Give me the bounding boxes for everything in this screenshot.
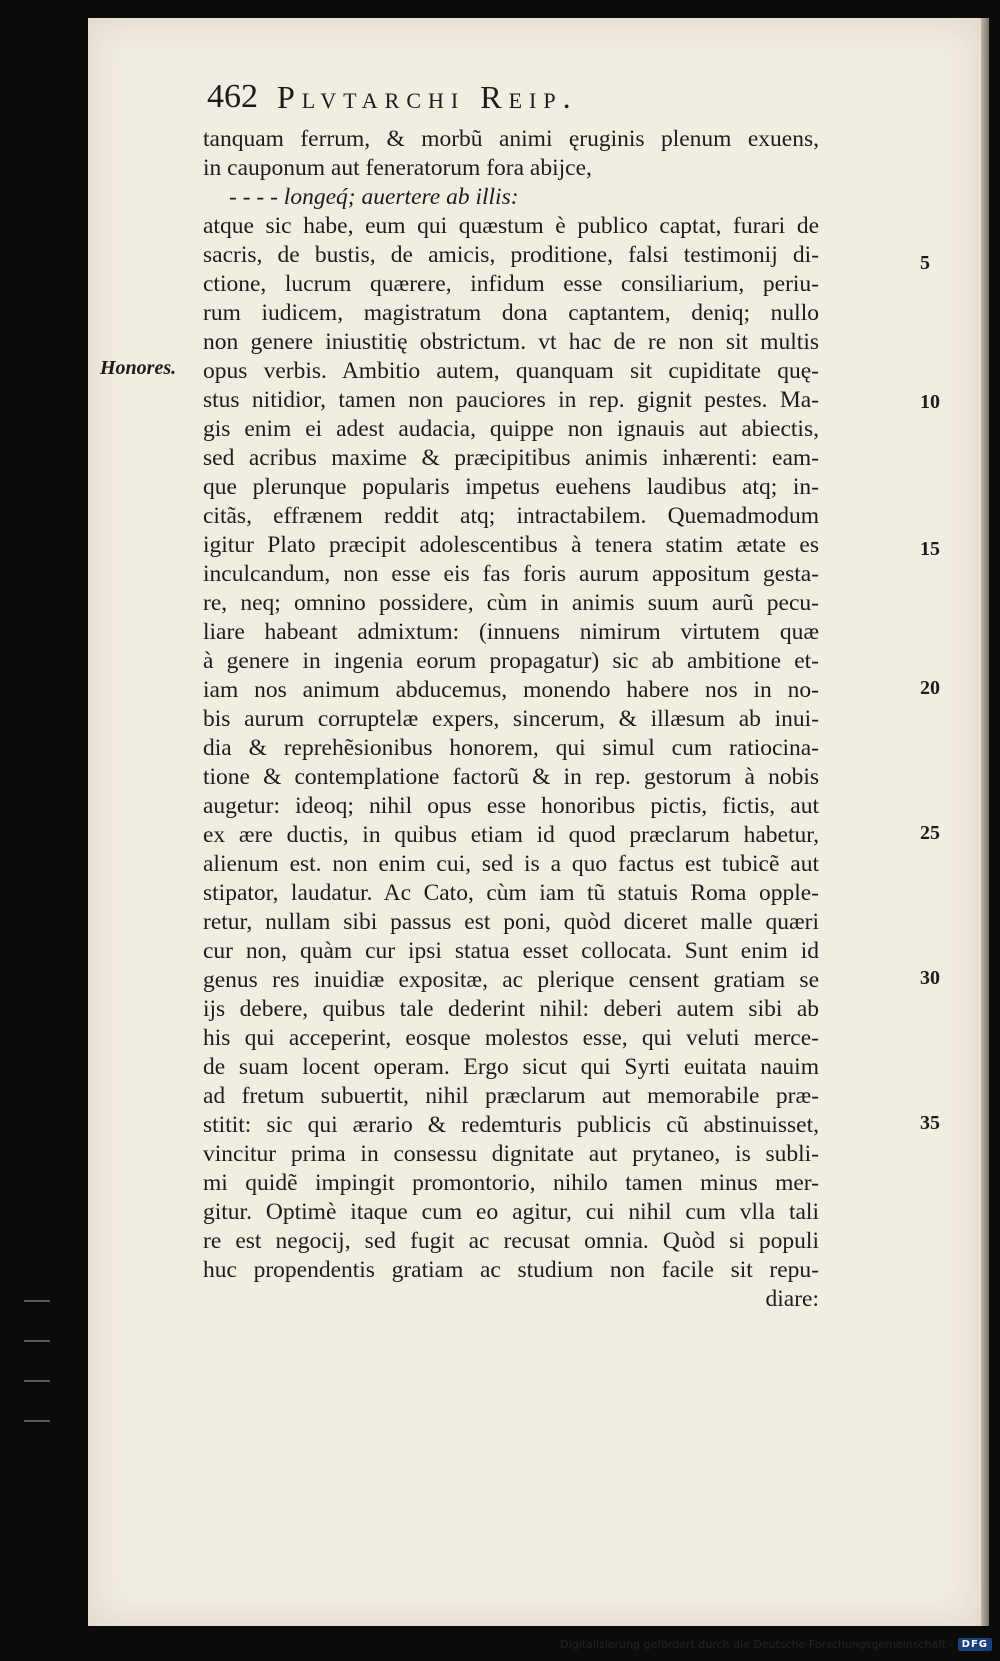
text-line: iam nos animum abducemus, monendo habere nos in no- — [203, 677, 819, 703]
text-line: in cauponum aut feneratorum fora abijce, — [203, 155, 592, 181]
digitization-credit — [560, 1634, 992, 1654]
running-title: Plvtarchi Reip. — [277, 79, 578, 115]
dfg-logo: DFG — [958, 1638, 992, 1651]
text-line: genus res inuidiæ expositæ, ac plerique censent gratiam se — [203, 967, 819, 993]
line-number: 30 — [920, 967, 940, 989]
line-number: 15 — [920, 538, 940, 560]
text-line: ijs debere, quibus tale dederint nihil: deberi autem sibi ab — [203, 996, 819, 1022]
text-line: ad fretum subuertit, nihil præclarum aut memorabile præ- — [203, 1083, 819, 1109]
text-line: alienum est. non enim cui, sed is a quo factus est tubicẽ aut — [203, 851, 819, 877]
text-line: dia & reprehẽsionibus honorem, qui simul cum ratiocina- — [203, 735, 819, 761]
text-line: gitur. Optimè itaque cum eo agitur, cui nihil cum vlla tali — [203, 1199, 819, 1225]
text-line: que plerunque popularis impetus euehens laudibus atq; in- — [203, 474, 819, 500]
verse-quote: - - - - longeq́; auertere ab illis: — [229, 184, 519, 210]
page-header — [207, 74, 827, 120]
margin-ruler — [24, 1300, 64, 1460]
text-line: bis aurum corruptelæ expers, sincerum, & illæsum ab inui- — [203, 706, 819, 732]
credit-text: Digitalisierung gefördert durch die Deutsche Forschungsgemeinschaft - — [560, 1637, 954, 1651]
text-line: liare habeant admixtum: (innuens nimirum virtutem quæ — [203, 619, 819, 645]
text-line: stipator, laudatur. Ac Cato, cùm iam tũ statuis Roma opple- — [203, 880, 819, 906]
text-line: sacris, de bustis, de amicis, proditione, falsi testimonij di- — [203, 242, 819, 268]
text-line: vincitur prima in consessu dignitate aut prytaneo, is subli- — [203, 1141, 819, 1167]
text-line: atque sic habe, eum qui quæstum è publico captat, furari de — [203, 213, 819, 239]
text-line: cur non, quàm cur ipsi statua esset collocata. Sunt enim id — [203, 938, 819, 964]
text-line: tanquam ferrum, & morbũ animi ęruginis plenum exuens, — [203, 126, 819, 152]
text-line: sed acribus maxime & præcipitibus animis inhærenti: eam- — [203, 445, 819, 471]
text-line: inculcandum, non esse eis fas foris aurum appositum gesta- — [203, 561, 819, 587]
text-line: tione & contemplatione factorũ & in rep. gestorum à nobis — [203, 764, 819, 790]
catchword: diare: — [765, 1286, 819, 1312]
text-line: à genere in ingenia eorum propagatur) sic ab ambitione et- — [203, 648, 819, 674]
text-line: de suam locent operam. Ergo sicut qui Syrti euitata nauim — [203, 1054, 819, 1080]
text-line: non genere iniustitię obstrictum. vt hac de re non sit multis — [203, 329, 819, 355]
text-line: stitit: sic qui ærario & redemturis publicis cũ abstinuisset, — [203, 1112, 819, 1138]
text-line: re est negocij, sed fugit ac recusat omnia. Quòd si populi — [203, 1228, 819, 1254]
text-line: retur, nullam sibi passus est poni, quòd diceret malle quæri — [203, 909, 819, 935]
text-line: re, neq; omnino possidere, cùm in animis suum aurũ pecu- — [203, 590, 819, 616]
text-line: igitur Plato præcipit adolescentibus à tenera statim ætate es — [203, 532, 819, 558]
line-number: 25 — [920, 822, 940, 844]
text-line: opus verbis. Ambitio autem, quanquam sit cupiditate quę- — [203, 358, 819, 384]
marginal-note: Honores. — [100, 357, 177, 379]
text-line: ex ære ductis, in quibus etiam id quod præclarum habetur, — [203, 822, 819, 848]
text-line: rum iudicem, magistratum dona captantem, deniq; nullo — [203, 300, 819, 326]
line-number: 20 — [920, 677, 940, 699]
text-line: citãs, effrænem reddit atq; intractabilem. Quemadmodum — [203, 503, 819, 529]
text-line: augetur: ideoq; nihil opus esse honoribus pictis, fictis, aut — [203, 793, 819, 819]
line-number: 35 — [920, 1112, 940, 1134]
page-edge — [981, 18, 989, 1626]
text-line: stus nitidior, tamen non pauciores in rep. gignit pestes. Ma- — [203, 387, 819, 413]
text-line: mi quidẽ impingit promontorio, nihilo tamen minus mer- — [203, 1170, 819, 1196]
line-number: 10 — [920, 391, 940, 413]
page-number: 462 — [207, 78, 258, 115]
text-line: ctione, lucrum quærere, infidum esse consiliarium, periu- — [203, 271, 819, 297]
text-line: huc propendentis gratiam ac studium non facile sit repu- — [203, 1257, 819, 1283]
line-number: 5 — [920, 252, 930, 274]
text-line: his qui acceperint, eosque molestos esse, qui veluti merce- — [203, 1025, 819, 1051]
text-line: gis enim ei adest audacia, quippe non ignauis aut abiectis, — [203, 416, 819, 442]
